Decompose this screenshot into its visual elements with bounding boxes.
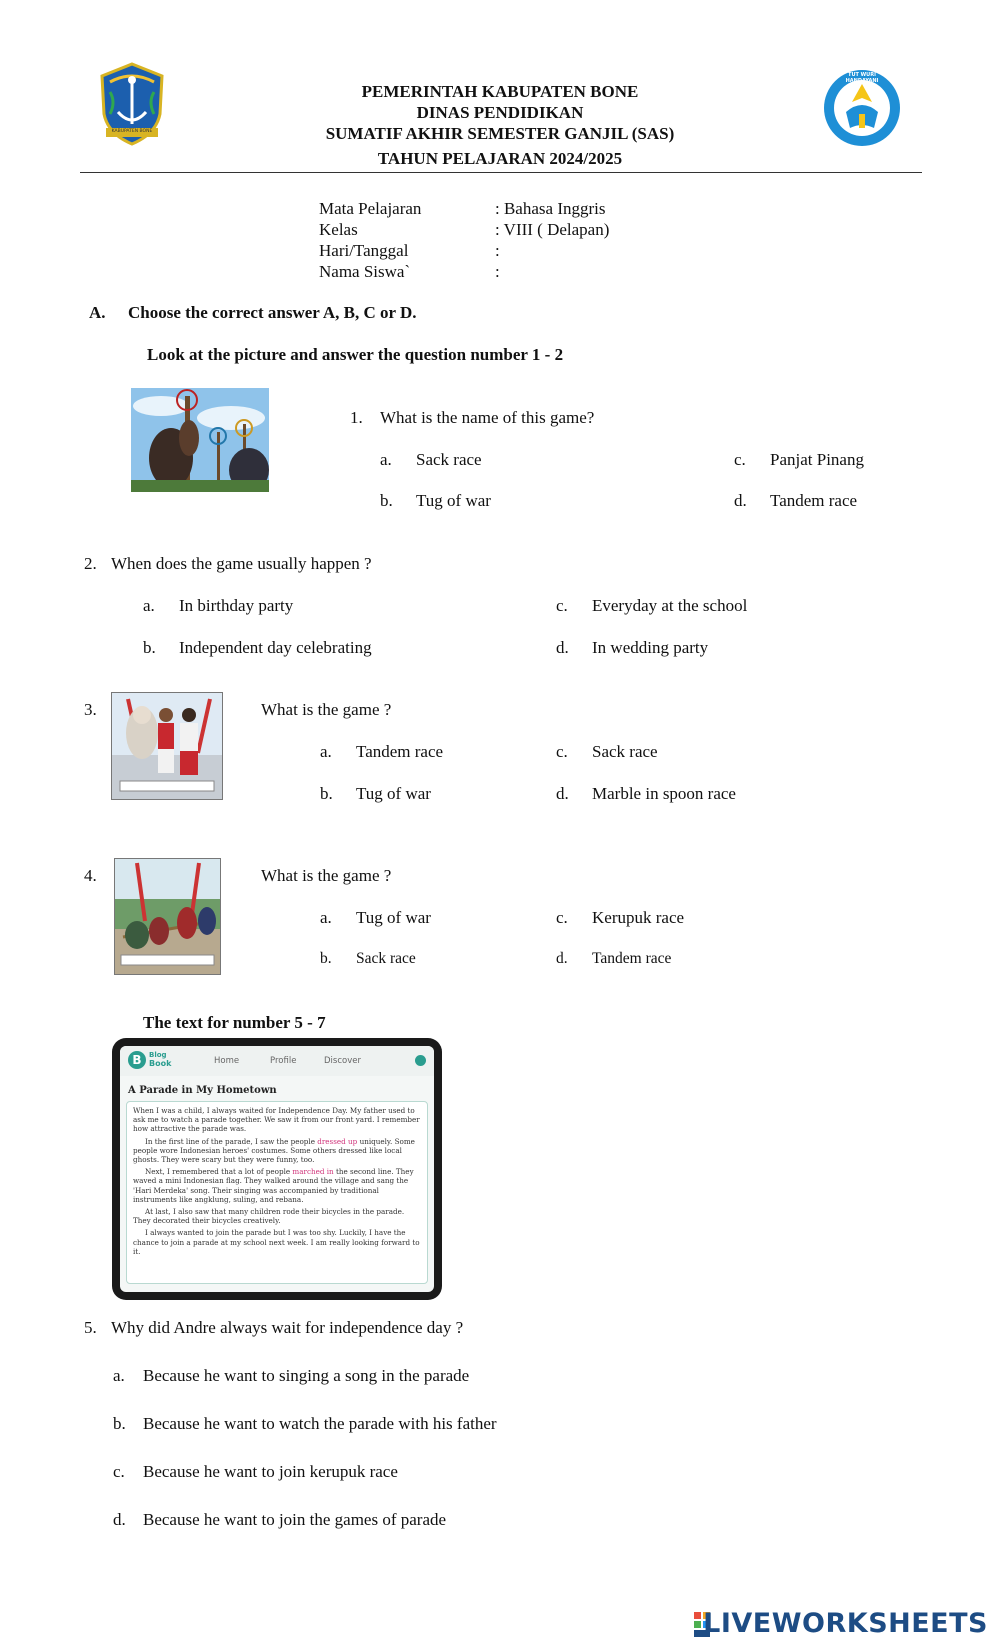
q4-question: What is the game ?	[261, 866, 392, 885]
q2-option-d-letter: d.	[556, 638, 569, 657]
left-logo	[96, 62, 168, 146]
meta-label-name: Nama Siswa`	[319, 262, 411, 281]
meta-value-name: :	[495, 262, 500, 281]
sub-instruction: Look at the picture and answer the question number 1 - 2	[147, 345, 564, 364]
q2-option-d[interactable]	[556, 638, 708, 658]
blog-article-body	[126, 1101, 428, 1284]
blog-nav-profile[interactable]: Profile	[270, 1056, 297, 1066]
q1-number: 1.	[350, 408, 363, 427]
header-school-year: TAHUN PELAJARAN 2024/2025	[377, 149, 623, 168]
q1-option-c[interactable]	[734, 450, 864, 470]
blog-nav	[120, 1046, 434, 1076]
q4-option-c-letter: c.	[556, 908, 568, 927]
q4-option-d[interactable]	[556, 950, 671, 968]
q2-option-a-text: In birthday party	[179, 596, 294, 615]
q3-option-a[interactable]	[320, 742, 443, 762]
q4-option-d-text: Tandem race	[592, 950, 672, 967]
q5-option-b-text: Because he want to watch the parade with his father	[143, 1414, 497, 1433]
left-logo-text: KABUPATEN BONE	[111, 129, 153, 134]
meta-label-class: Kelas	[319, 220, 358, 239]
q4-option-b-text: Sack race	[356, 950, 416, 967]
q5-option-b-letter: b.	[113, 1414, 126, 1433]
blog-avatar-icon	[415, 1055, 426, 1066]
header-divider	[80, 172, 922, 173]
q4-option-b[interactable]	[320, 950, 416, 968]
meta-label-date: Hari/Tanggal	[319, 241, 409, 260]
q1-option-c-letter: c.	[734, 450, 746, 469]
meta-value-subject: : Bahasa Inggris	[495, 199, 606, 218]
blog-paragraph-2: In the first line of the parade, I saw the people dressed up uniquely. Some people wore Indonesian heroes' costumes. Some others dressed like local ghosts. They were scary but they were funny, too.	[133, 1136, 415, 1165]
q4-option-c-text: Kerupuk race	[592, 908, 685, 927]
q3-option-b[interactable]	[320, 784, 431, 804]
header-exam-title: SUMATIF AKHIR SEMESTER GANJIL (SAS)	[325, 124, 675, 143]
header-department: DINAS PENDIDIKAN	[416, 103, 584, 122]
q3-option-c-text: Sack race	[592, 742, 658, 761]
q2-number: 2.	[84, 554, 97, 573]
q2-option-c-text: Everyday at the school	[592, 596, 748, 615]
q1-option-d-text: Tandem race	[770, 491, 858, 510]
q3-option-d[interactable]	[556, 784, 736, 804]
section-letter: A.	[89, 303, 106, 322]
meta-label-subject: Mata Pelajaran	[319, 199, 422, 218]
q5-option-d[interactable]	[113, 1510, 446, 1530]
q4-option-b-letter: b.	[320, 950, 332, 967]
blog-paragraph-3: Next, I remembered that a lot of people marched in the second line. They waved a mini Indonesian flag. They walked around the village and sang the 'Hari Merdeka' song. Their singing was accompanied by traditional instruments like angklung, suling, and rebana.	[133, 1167, 414, 1204]
q3-option-d-letter: d.	[556, 784, 569, 803]
q5-option-c-text: Because he want to join kerupuk race	[143, 1462, 398, 1481]
q4-number: 4.	[84, 866, 97, 885]
q3-question: What is the game ?	[261, 700, 392, 719]
q2-option-b-text: Independent day celebrating	[179, 638, 372, 657]
q2-question: When does the game usually happen ?	[111, 554, 372, 573]
tug-of-war-image-icon	[115, 859, 220, 974]
q5-option-a-text: Because he want to singing a song in the parade	[143, 1366, 470, 1385]
q3-picture	[111, 692, 223, 800]
q2-option-d-text: In wedding party	[592, 638, 709, 657]
blog-paragraph-5: I always wanted to join the parade but I was too shy. Luckily, I have the chance to join a parade at my school next week. I am really looking forward to it.	[133, 1228, 420, 1256]
q1-option-b[interactable]	[380, 491, 491, 511]
header-government: PEMERINTAH KABUPATEN BONE	[361, 82, 639, 101]
blog-paragraph-4: At last, I also saw that many children rode their bicycles in the parade. They decorated their bicycles creatively.	[133, 1207, 405, 1226]
q1-option-b-letter: b.	[380, 491, 393, 510]
blog-logo-icon: B	[128, 1051, 146, 1069]
blog-nav-discover[interactable]: Discover	[324, 1056, 361, 1066]
q1-option-a-letter: a.	[380, 450, 392, 469]
q1-option-a-text: Sack race	[416, 450, 482, 469]
blog-brand-line1: Blog	[149, 1051, 167, 1059]
q2-option-b-letter: b.	[143, 638, 156, 657]
q2-option-c-letter: c.	[556, 596, 568, 615]
liveworksheets-brand: LIVEWORKSHEETS	[703, 1608, 988, 1639]
q5-number: 5.	[84, 1318, 97, 1337]
blog-brand-line2: Book	[149, 1059, 172, 1068]
q1-option-d[interactable]	[734, 491, 857, 511]
q2-option-a-letter: a.	[143, 596, 155, 615]
q5-option-d-text: Because he want to join the games of parade	[143, 1510, 447, 1529]
q4-option-a-letter: a.	[320, 908, 332, 927]
q5-option-c-letter: c.	[113, 1462, 125, 1481]
q3-option-c[interactable]	[556, 742, 658, 762]
tandem-race-image-icon	[112, 693, 222, 799]
q3-number: 3.	[84, 700, 97, 719]
right-logo	[822, 68, 902, 148]
section-instruction: Choose the correct answer A, B, C or D.	[128, 303, 417, 322]
q3-option-d-text: Marble in spoon race	[592, 784, 736, 803]
meta-value-date: :	[495, 241, 500, 260]
reading-text-heading: The text for number 5 - 7	[143, 1013, 326, 1032]
q2-option-a[interactable]	[143, 596, 293, 616]
q2-option-b[interactable]	[143, 638, 372, 658]
q4-option-c[interactable]	[556, 908, 684, 928]
q5-option-a[interactable]	[113, 1366, 469, 1386]
panjat-pinang-image-icon	[131, 388, 269, 492]
q5-option-d-letter: d.	[113, 1510, 126, 1529]
q1-option-c-text: Panjat Pinang	[770, 450, 864, 469]
q5-option-a-letter: a.	[113, 1366, 125, 1385]
q5-option-b[interactable]	[113, 1414, 497, 1434]
q1-option-b-text: Tug of war	[416, 491, 491, 510]
blog-nav-home[interactable]: Home	[214, 1056, 240, 1066]
q1-question: What is the name of this game?	[380, 408, 595, 427]
q4-option-d-letter: d.	[556, 950, 568, 967]
blog-article-title: A Parade in My Hometown	[128, 1085, 277, 1096]
q3-option-c-letter: c.	[556, 742, 568, 761]
meta-value-class: : VIII ( Delapan)	[495, 220, 610, 239]
right-logo-text: TUT WURI HANDAYANI	[845, 72, 879, 84]
blog-paragraph-1: When I was a child, I always waited for Independence Day. My father used to ask me to watch a parade together. We saw it from our front yard. I remember how attractive the parade was.	[133, 1106, 420, 1134]
q3-option-a-letter: a.	[320, 742, 332, 761]
q5-question: Why did Andre always wait for independence day ?	[111, 1318, 464, 1337]
q1-option-a[interactable]	[380, 450, 482, 470]
blog-screen	[120, 1046, 434, 1292]
q4-picture	[114, 858, 221, 975]
q3-option-a-text: Tandem race	[356, 742, 444, 761]
q1-picture	[131, 388, 269, 492]
q3-option-b-letter: b.	[320, 784, 333, 803]
q2-option-c[interactable]	[556, 596, 747, 616]
q1-option-d-letter: d.	[734, 491, 747, 510]
q5-option-c[interactable]	[113, 1462, 398, 1482]
q4-option-a-text: Tug of war	[356, 908, 431, 927]
q4-option-a[interactable]	[320, 908, 431, 928]
blog-tablet-image	[112, 1038, 442, 1300]
q3-option-b-text: Tug of war	[356, 784, 431, 803]
